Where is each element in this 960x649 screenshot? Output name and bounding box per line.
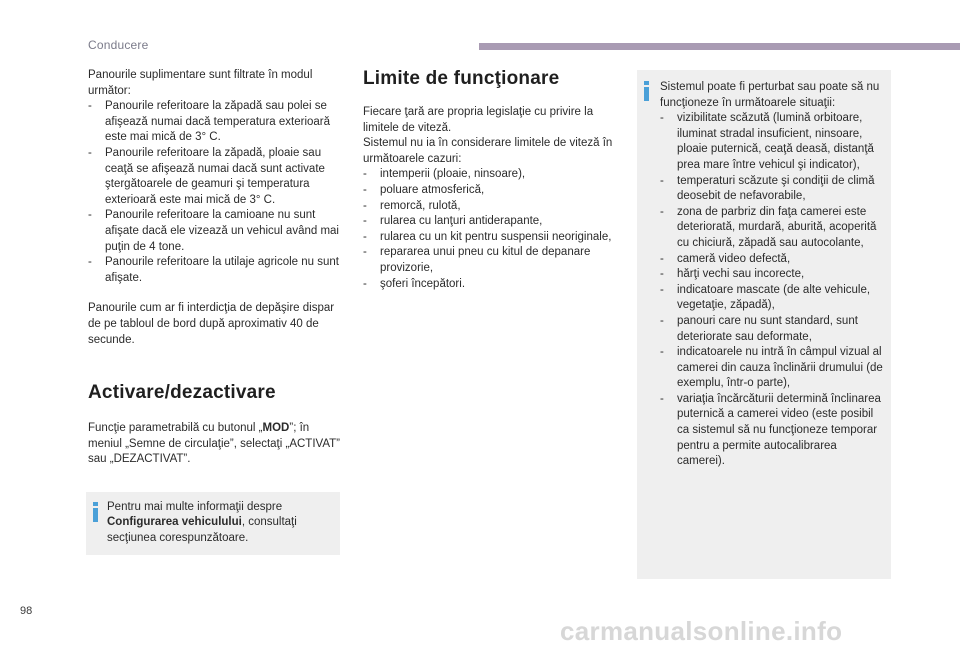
list-item: - şoferi începători. <box>363 277 621 293</box>
list-item: - Panourile referitoare la zăpadă, ploaie sau ceaţă se afişează numai dacă sunt activate ştergătoarele de geamuri şi temperatura exterioară este mai mică de 3° C. <box>88 146 343 208</box>
limits-paragraph-1: Fiecare ţară are propria legislaţie cu privire la limitele de viteză. <box>363 106 594 134</box>
info-box <box>86 492 340 555</box>
list-item: - panouri care nu sunt standard, sunt deteriorate sau deformate, <box>660 314 883 345</box>
list-item: - indicatoare mascate (de alte vehicule, vegetaţie, zăpadă), <box>660 283 883 314</box>
list-item: - Panourile referitoare la utilaje agricole nu sunt afişate. <box>88 255 343 286</box>
list-item: - temperaturi scăzute şi condiţii de climă deosebit de nefavorabile, <box>660 174 883 205</box>
list-item: - intemperii (ploaie, ninsoare), <box>363 167 621 183</box>
info-text-part: , consultaţi secţiunea corespunzătoare. <box>107 516 297 545</box>
info-text-part: Pentru mai multe informaţii despre <box>107 500 283 513</box>
list-item: - rularea cu lanţuri antiderapante, <box>363 214 621 230</box>
list-item: - poluare atmosferică, <box>363 183 621 199</box>
perturbation-list <box>660 111 883 470</box>
list-item: - repararea unui pneu cu kitul de depanare provizorie, <box>363 245 621 276</box>
header-bar <box>479 43 960 50</box>
section-header: Conducere <box>88 38 149 52</box>
overtaking-paragraph: Panourile cum ar fi interdicţia de depăşire dispar de pe tabloul de bord după aproximativ 40 de secunde. <box>88 302 335 346</box>
list-item: - Panourile referitoare la zăpadă sau polei se afişează numai dacă temperatura exterioară este mai mică de 3° C. <box>88 99 343 146</box>
activation-text-part: ”; în meniul „Semne de circulaţie”, selectaţi „ACTIVAT” sau „DEZACTIVAT”. <box>88 422 341 466</box>
limits-paragraph-2: Sistemul nu ia în considerare limitele de viteză în următoarele cazuri: <box>363 137 613 165</box>
activation-title: Activare/dezactivare <box>88 382 276 404</box>
watermark: carmanualsonline.info <box>560 616 843 646</box>
limits-list <box>363 167 621 292</box>
list-item: - hărţi vechi sau incorecte, <box>660 267 883 283</box>
activation-text-part: Funcţie parametrabilă cu butonul „ <box>88 422 263 435</box>
right-info-box <box>637 70 891 579</box>
filter-list <box>88 99 343 286</box>
middle-column <box>363 68 621 292</box>
mod-button-label: MOD <box>262 422 290 435</box>
activation-text <box>88 421 343 468</box>
left-column <box>88 68 343 555</box>
list-item: - zona de parbriz din faţa camerei este deteriorată, murdară, aburită, acoperită cu chiciură, zăpadă sau autocolante, <box>660 205 883 252</box>
page-number: 98 <box>20 605 33 617</box>
list-item: - cameră video defectă, <box>660 252 883 268</box>
list-item: - Panourile referitoare la camioane nu sunt afişate dacă ele vizează un vehicul având mai puţin de 4 tone. <box>88 208 343 255</box>
info-bold-text: Configurarea vehiculului <box>107 516 242 529</box>
limits-title: Limite de funcţionare <box>363 68 560 89</box>
filter-intro: Panourile suplimentare sunt filtrate în modul următor: <box>88 69 313 97</box>
list-item: - vizibilitate scăzută (lumină orbitoare, iluminat stradal insuficient, ninsoare, ploaie puternică, ceaţă deasă, distanţă prea mare între vehicul şi indicator), <box>660 111 883 173</box>
list-item: - remorcă, rulotă, <box>363 199 621 215</box>
info-text <box>107 500 326 547</box>
list-item: - indicatoarele nu intră în câmpul vizual al camerei din cauza înclinării drumului (de exemplu, într-o parte), <box>660 345 883 392</box>
list-item: - variaţia încărcăturii determină înclinarea puternică a camerei video (este posibil ca sistemul să nu funcţioneze temporar pentru a permite autocalibrarea camerei). <box>660 392 883 470</box>
info-icon <box>93 502 98 522</box>
perturbation-intro: Sistemul poate fi perturbat sau poate să nu funcţioneze în următoarele situaţii: <box>660 81 880 109</box>
info-icon <box>644 81 649 101</box>
list-item: - rularea cu un kit pentru suspensii neoriginale, <box>363 230 621 246</box>
